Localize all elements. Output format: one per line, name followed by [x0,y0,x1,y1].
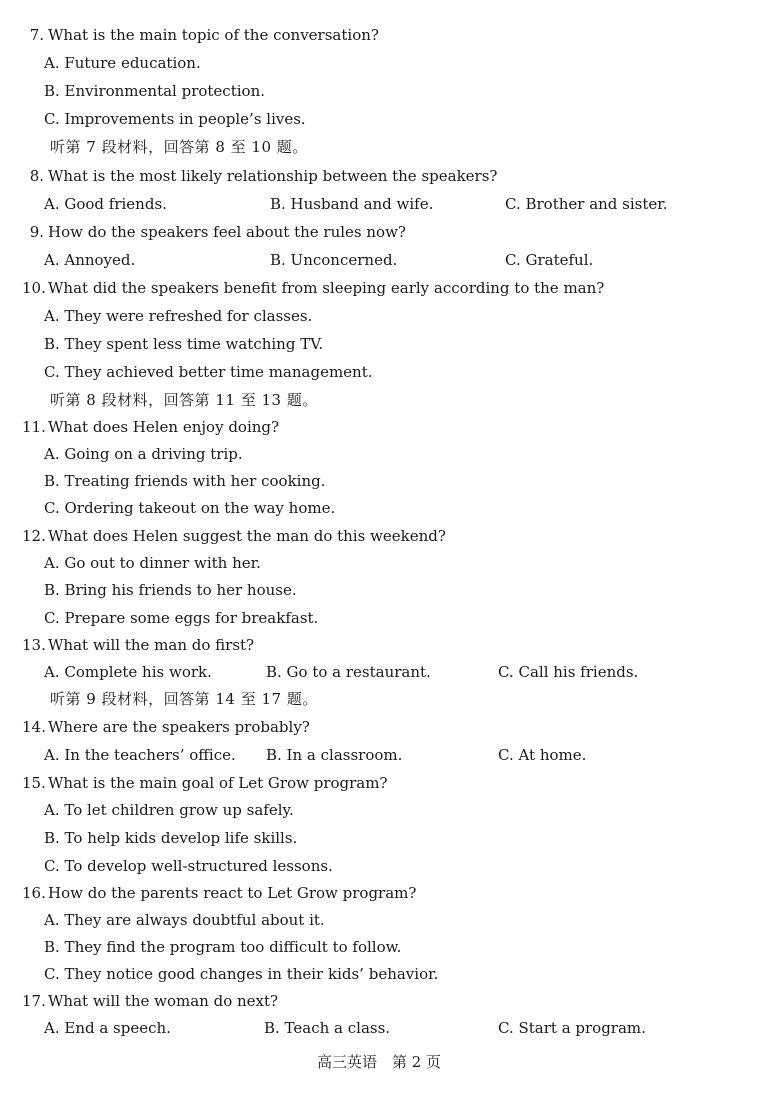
question-number: 15. [22,774,46,792]
question-15 [22,773,388,793]
page-footer: 高三英语 第 2 页 [316,1053,442,1071]
question-number: 16. [22,884,46,902]
option-15b: B. To help kids develop life skills. [44,829,298,847]
question-text: What will the woman do next? [48,992,279,1010]
options-row-14 [0,745,758,765]
question-11 [22,417,279,437]
question-text: What is the most likely relationship between the speakers? [48,167,498,185]
option-15a: A. To let children grow up safely. [44,801,294,819]
option-11b: B. Treating friends with her cooking. [44,472,326,490]
question-number: 13. [22,636,46,654]
option-12a: A. Go out to dinner with her. [44,554,261,572]
option-8c: C. Brother and sister. [505,195,668,213]
question-text: Where are the speakers probably? [48,718,310,736]
options-row-8 [0,194,758,214]
option-16c: C. They notice good changes in their kids’ behavior. [44,965,439,983]
option-9b: B. Unconcerned. [270,251,398,269]
option-17b: B. Teach a class. [264,1019,391,1037]
option-10c: C. They achieved better time management. [44,363,373,381]
options-row-13 [0,662,758,682]
option-7c: C. Improvements in people’s lives. [44,110,306,128]
question-number: 9. [29,223,44,241]
option-14b: B. In a classroom. [266,746,403,764]
question-9 [22,222,406,242]
option-12b: B. Bring his friends to her house. [44,581,297,599]
question-number: 14. [22,718,46,736]
option-11c: C. Ordering takeout on the way home. [44,499,336,517]
question-number: 7. [29,26,44,44]
option-13c: C. Call his friends. [498,663,639,681]
question-text: How do the parents react to Let Grow program? [48,884,417,902]
option-10b: B. They spent less time watching TV. [44,335,324,353]
options-row-9 [0,250,758,270]
option-14a: A. In the teachers’ office. [44,746,236,764]
option-16b: B. They find the program too difficult to follow. [44,938,402,956]
option-11a: A. Going on a driving trip. [44,445,243,463]
option-16a: A. They are always doubtful about it. [44,911,325,929]
question-text: How do the speakers feel about the rules now? [48,223,406,241]
option-8b: B. Husband and wife. [270,195,434,213]
option-12c: C. Prepare some eggs for breakfast. [44,609,319,627]
option-9c: C. Grateful. [505,251,594,269]
question-16 [22,883,416,903]
option-7a: A. Future education. [44,54,201,72]
question-14 [22,717,310,737]
option-17a: A. End a speech. [44,1019,171,1037]
option-17c: C. Start a program. [498,1019,646,1037]
question-number: 11. [22,418,46,436]
section-instruction: 听第 7 段材料，回答第 8 至 10 题。 [50,138,308,156]
section-instruction: 听第 9 段材料，回答第 14 至 17 题。 [50,690,318,708]
question-13 [22,635,254,655]
option-15c: C. To develop well-structured lessons. [44,857,333,875]
option-10a: A. They were refreshed for classes. [44,307,313,325]
question-number: 8. [29,167,44,185]
question-17 [22,991,278,1011]
option-13b: B. Go to a restaurant. [266,663,431,681]
question-text: What is the main goal of Let Grow program? [48,774,388,792]
question-number: 17. [22,992,46,1010]
options-row-17 [0,1018,758,1038]
question-text: What will the man do first? [48,636,255,654]
option-14c: C. At home. [498,746,587,764]
option-13a: A. Complete his work. [44,663,212,681]
question-12 [22,526,446,546]
question-10 [22,278,604,298]
question-text: What does Helen enjoy doing? [48,418,280,436]
question-number: 10. [22,279,46,297]
question-number: 12. [22,527,46,545]
question-7 [22,25,379,45]
question-8 [22,166,497,186]
option-8a: A. Good friends. [44,195,167,213]
option-9a: A. Annoyed. [44,251,136,269]
option-7b: B. Environmental protection. [44,82,265,100]
question-text: What does Helen suggest the man do this weekend? [48,527,446,545]
question-text: What is the main topic of the conversation? [48,26,379,44]
section-instruction: 听第 8 段材料，回答第 11 至 13 题。 [50,391,318,409]
question-text: What did the speakers benefit from sleeping early according to the man? [48,279,605,297]
